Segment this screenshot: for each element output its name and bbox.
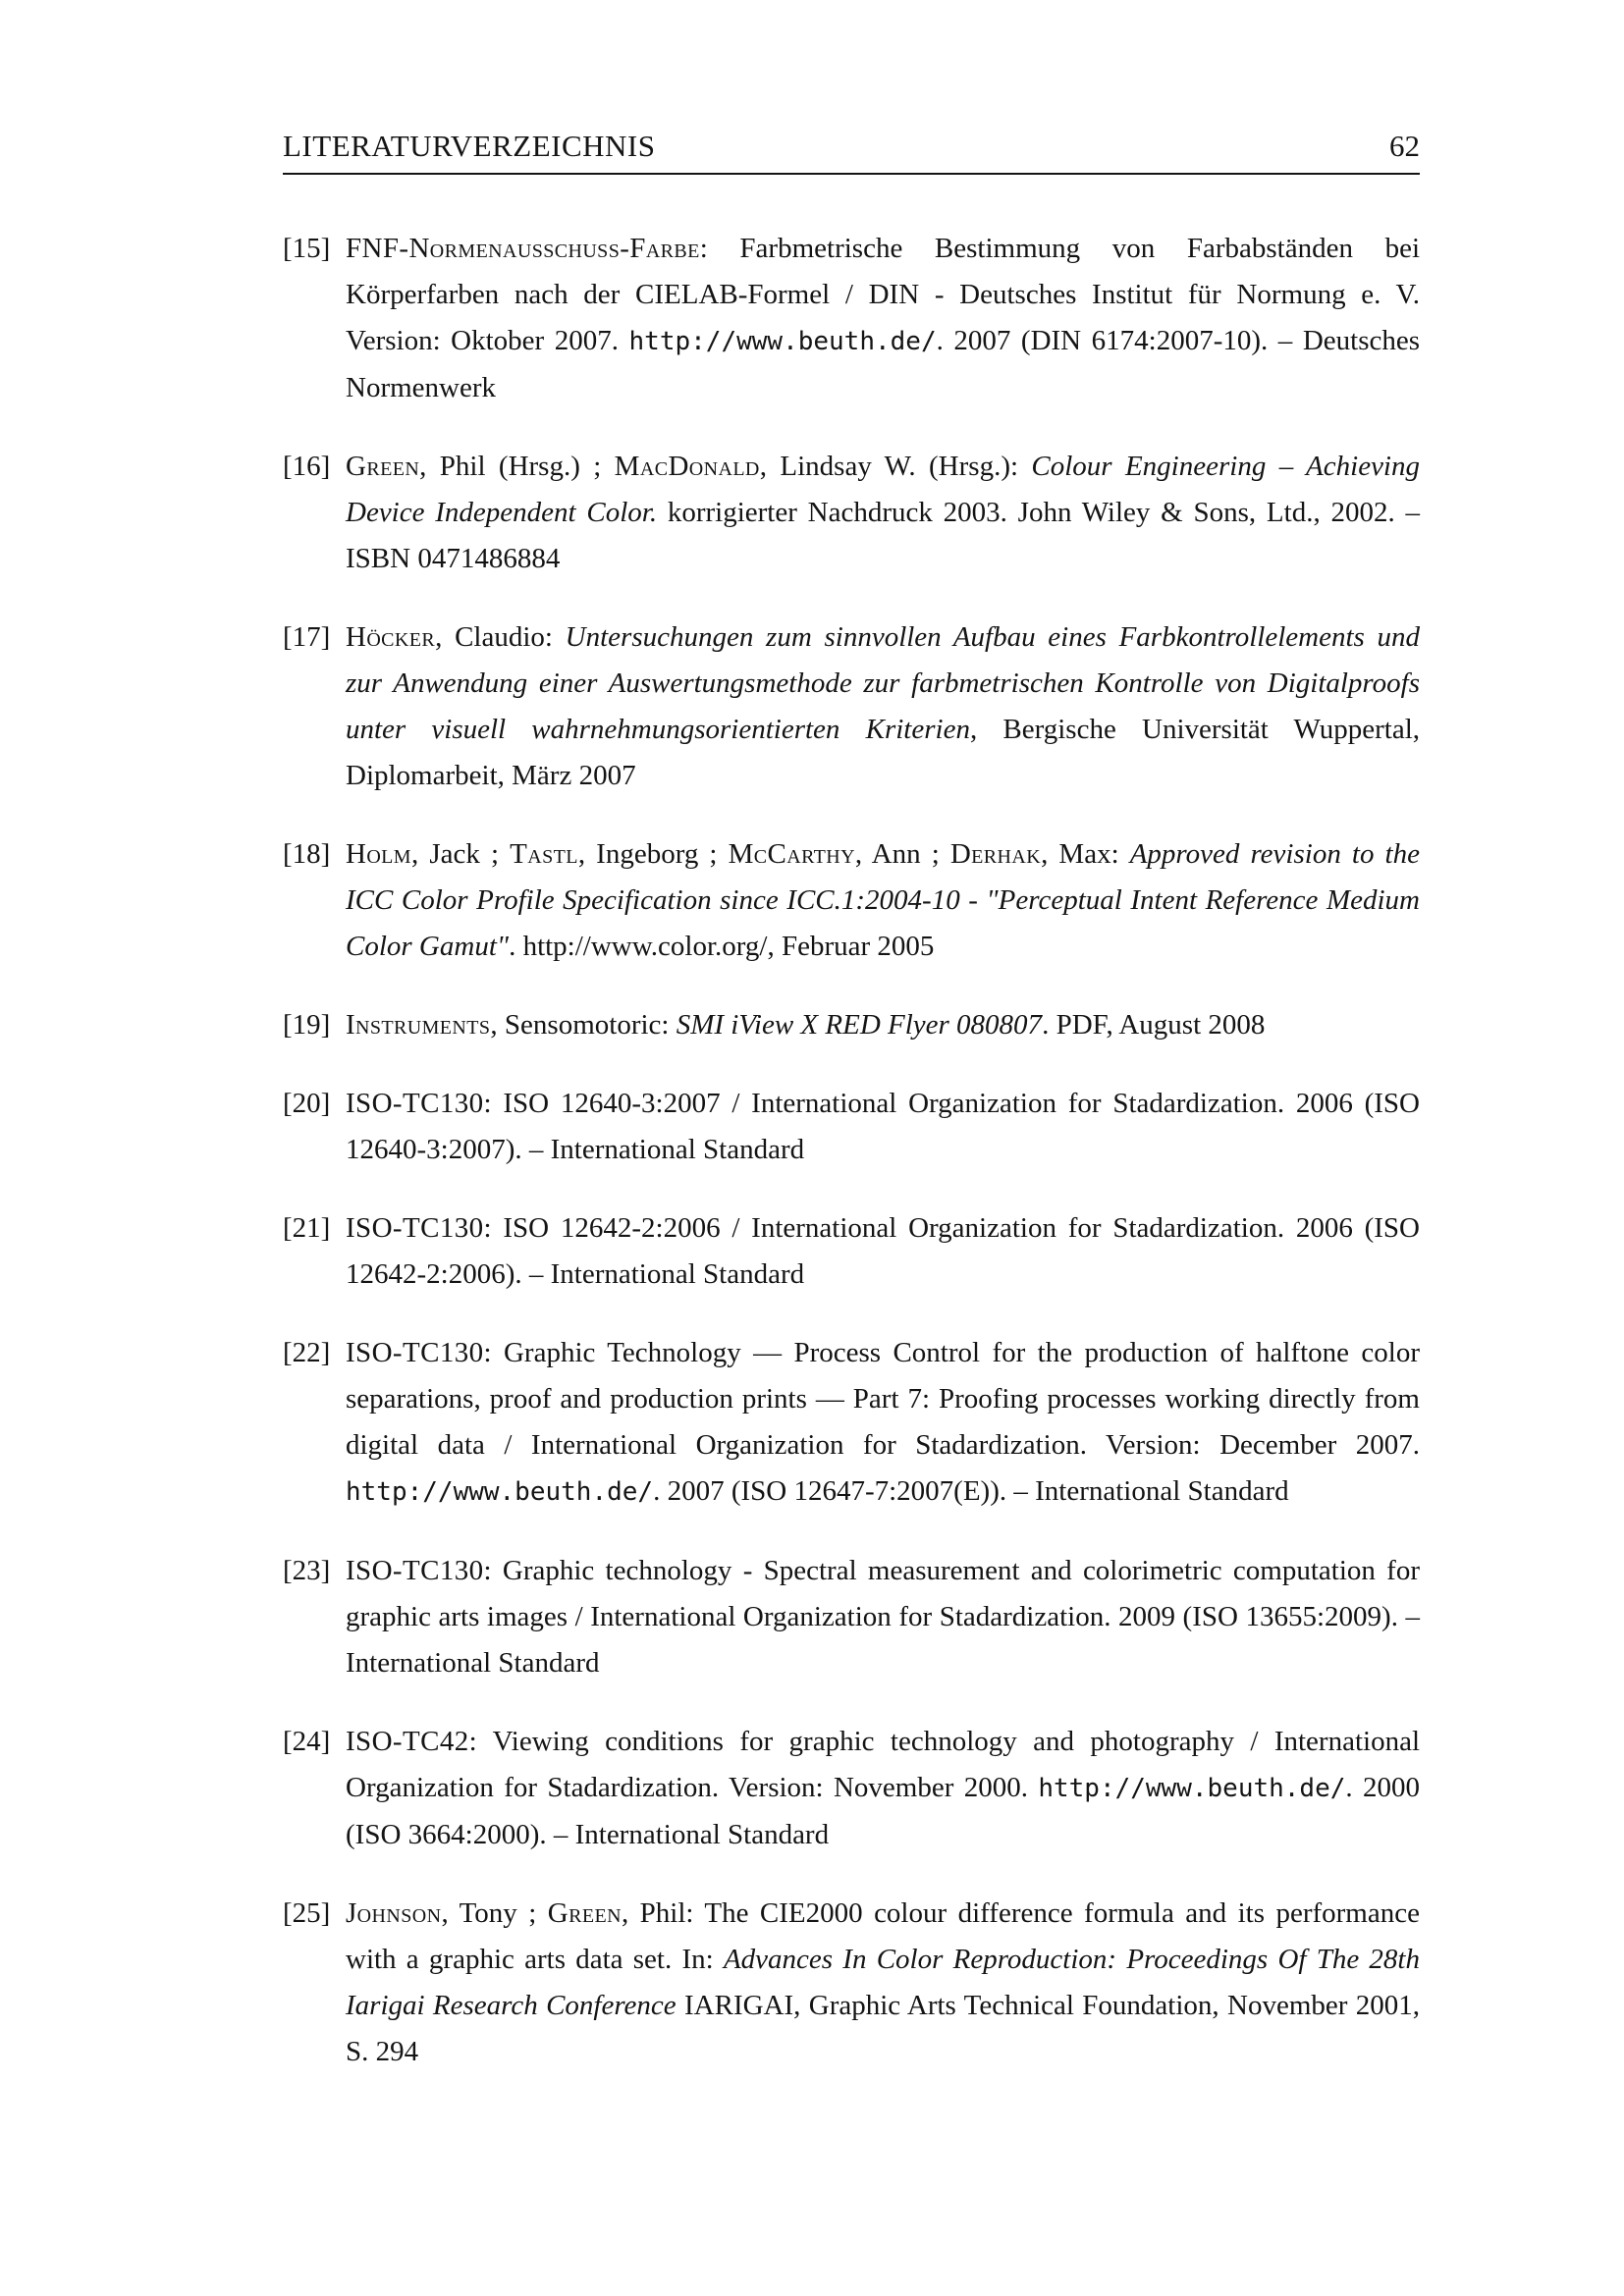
entry-text: ISO-TC130: ISO 12642-2:2006 / International Organization for Stadardization. 2006 (ISO 12642-2:2006). – International Standard — [346, 1212, 1420, 1290]
bibliography-entry — [283, 614, 1420, 799]
bibliography-entry — [283, 831, 1420, 970]
entry-label: [18] — [283, 838, 331, 870]
entry-text: Holm, Jack ; Tastl, Ingeborg ; McCarthy, Ann ; Derhak, Max: Approved revision to the ICC Color Profile Specification since ICC.1:2004-10 - "Perceptual Intent Reference Medium Color Gamut". http://www.color.org/, Februar 2005 — [346, 838, 1420, 962]
bibliography-entry — [283, 444, 1420, 582]
entry-label: [22] — [283, 1337, 331, 1368]
entry-label: [15] — [283, 233, 331, 264]
bibliography-entry — [283, 1002, 1420, 1048]
entry-label: [21] — [283, 1212, 331, 1244]
bibliography-entry — [283, 1330, 1420, 1516]
entry-label: [25] — [283, 1897, 331, 1929]
entry-text: Instruments, Sensomotoric: SMI iView X RED Flyer 080807. PDF, August 2008 — [346, 1009, 1266, 1041]
bibliography-entry — [283, 1891, 1420, 2075]
entry-text: Johnson, Tony ; Green, Phil: The CIE2000 colour difference formula and its performance with a graphic arts data set. In: Advances In Color Reproduction: Proceedings Of The 28th Iarigai Research Conference IARIGAI, Graphic Arts Technical Foundation, November 2001, S. 294 — [346, 1897, 1420, 2067]
bibliography-entry — [283, 1548, 1420, 1686]
bibliography-entry — [283, 1719, 1420, 1858]
page-content — [283, 0, 1420, 2108]
entry-label: [20] — [283, 1088, 331, 1119]
entry-text: ISO-TC130: ISO 12640-3:2007 / International Organization for Stadardization. 2006 (ISO 12640-3:2007). – International Standard — [346, 1088, 1420, 1165]
bibliography-entry — [283, 226, 1420, 411]
page-number: 62 — [1389, 129, 1420, 163]
running-header — [283, 131, 1420, 175]
entry-label: [17] — [283, 621, 331, 653]
entry-text: ISO-TC130: Graphic technology - Spectral measurement and colorimetric computation for graphic arts images / International Organization for Stadardization. 2009 (ISO 13655:2009). – International Standard — [346, 1555, 1420, 1679]
bibliography-entry — [283, 1081, 1420, 1173]
entry-text: FNF-Normenausschuss-Farbe: Farbmetrische Bestimmung von Farbabständen bei Körperfarben nach der CIELAB-Formel / DIN - Deutsches Institut für Normung e. V. Version: Oktober 2007. http://www.beuth.de/. 2007 (DIN 6174:2007-10). – Deutsches Normenwerk — [346, 233, 1421, 403]
entry-text: Green, Phil (Hrsg.) ; MacDonald, Lindsay W. (Hrsg.): Colour Engineering – Achieving Device Independent Color. korrigierter Nachdruck 2003. John Wiley & Sons, Ltd., 2002. – ISBN 0471486884 — [346, 451, 1420, 574]
entry-text: ISO-TC130: Graphic Technology — Process Control for the production of halftone color separations, proof and production prints — Part 7: Proofing processes working directly from digital data / International Organization for Stadardization. Version: December 2007. http://www.beuth.de/. 2007 (ISO 12647-7:2007(E)). – International Standard — [346, 1337, 1420, 1507]
entry-text: Höcker, Claudio: Untersuchungen zum sinnvollen Aufbau eines Farbkontrollelements und zur Anwendung einer Auswertungsmethode zur farbmetrischen Kontrolle von Digitalproofs unter visuell wahrnehmungsorientierten Kriterien, Bergische Universität Wuppertal, Diplomarbeit, März 2007 — [346, 621, 1420, 791]
entry-label: [19] — [283, 1009, 331, 1041]
entry-label: [24] — [283, 1726, 331, 1757]
entry-label: [16] — [283, 451, 331, 482]
page-title: LITERATURVERZEICHNIS — [283, 129, 656, 163]
entry-text: ISO-TC42: Viewing conditions for graphic technology and photography / International Organization for Stadardization. Version: November 2000. http://www.beuth.de/. 2000 (ISO 3664:2000). – International Standard — [346, 1726, 1421, 1850]
entry-label: [23] — [283, 1555, 331, 1586]
bibliography-list — [283, 226, 1420, 2075]
bibliography-entry — [283, 1205, 1420, 1298]
